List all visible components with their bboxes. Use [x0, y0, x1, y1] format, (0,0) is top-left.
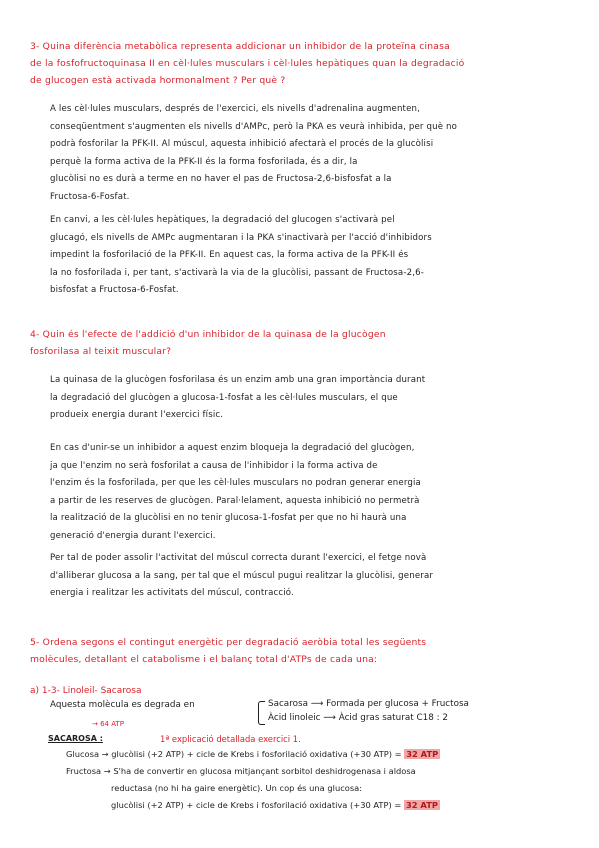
sucrose-label: SACAROSA :	[48, 734, 103, 743]
answer-line: En cas d'unir-se un inhibidor a aquest enzim bloqueja la degradació del glucògen,	[50, 443, 415, 453]
answer-line: Per tal de poder assolir l'activitat del múscul correcta durant l'exercici, el fetge novà	[50, 553, 427, 563]
answer-3-paragraph-2	[50, 212, 580, 300]
degradation-description: Aquesta molècula es degrada en	[50, 700, 195, 710]
answer-line: A les cèl·lules musculars, després de l'exercici, els nivells d'adrenalina augmenten,	[50, 104, 420, 114]
answer-line: energia i realitzar les activitats del múscul, contracció.	[50, 588, 294, 598]
answer-3-paragraph-1	[50, 101, 580, 206]
atp-total-note: → 64 ATP	[92, 720, 124, 728]
answer-line: glucòlisi no es durà a terme en no haver el pas de Fructosa-2,6-bisfosfat a la	[50, 174, 392, 184]
question-4	[30, 326, 580, 360]
question-3-line: 3- Quina diferència metabòlica representa addicionar un inhibidor de la proteïna cinasa	[30, 41, 450, 52]
glucose-calculation	[66, 749, 440, 759]
answer-line: l'enzim és la fosforilada, per que les cèl·lules musculars no podran generar energia	[50, 478, 421, 488]
answer-line: glucagó, els nivells de AMPc augmentaran i la PKA s'inactivarà per l'acció d'inhibidors	[50, 232, 432, 243]
question-3-line: de glucogen està activada hormonalment ? Per què ?	[30, 75, 286, 86]
question-5-line: molècules, detallant el catabolisme i el balanç total d'ATPs de cada una:	[30, 654, 378, 665]
question-5-line: 5- Ordena segons el contingut energètic per degradació aeròbia total les següents	[30, 637, 427, 648]
question-4-line: 4- Quin és l'efecte de l'addició d'un inhibidor de la quinasa de la glucògen	[30, 329, 386, 340]
question-3	[30, 38, 580, 89]
sucrose-reference-note: 1ª explicació detallada exercici 1.	[160, 734, 301, 744]
answer-line: d'alliberar glucosa a la sang, per tal que el múscul pugui realitzar la glucòlisi, generar	[50, 570, 434, 581]
fructose-calculation-text: glucòlisi (+2 ATP) + cicle de Krebs i fosforilació oxidativa (+30 ATP) =	[111, 800, 402, 810]
answer-line: conseqüentment s'augmenten els nivells d'AMPc, però la PKA es veurà inhibida, per què no	[50, 121, 458, 132]
answer-4-paragraph-1	[50, 372, 580, 425]
fructose-calculation-line-3	[111, 800, 440, 810]
answer-line: podrà fosforilar la PFK-II. Al múscul, aquesta inhibició afectarà el procés de la glucòlisi	[50, 139, 434, 149]
answer-4-paragraph-2	[50, 440, 580, 545]
answer-line: ja que l'enzim no serà fosforilat a causa de l'inhibidor i la forma activa de	[50, 460, 378, 471]
answer-line: La quinasa de la glucògen fosforilasa és un enzim amb una gran importància durant	[50, 375, 426, 385]
answer-line: perquè la forma activa de la PFK-II és la forma fosforilada, és a dir, la	[50, 156, 358, 167]
fructose-calculation-line-2: reductasa (no hi ha gaire energètic). Un cop és una glucosa:	[111, 783, 363, 793]
sucrose-branch: Sacarosa ⟶ Formada per glucosa + Fructosa	[268, 699, 469, 709]
answer-line: En canvi, a les cèl·lules hepàtiques, la degradació del glucogen s'activarà pel	[50, 215, 395, 225]
question-4-line: fosforilasa al teixit muscular?	[30, 346, 172, 357]
answer-line: Fructosa-6-Fosfat.	[50, 191, 130, 202]
fructose-calculation-line-1: Fructosa → S'ha de convertir en glucosa mitjançant sorbitol deshidrogenasa i aldosa	[66, 766, 416, 776]
glucose-calculation-text: Glucosa → glucòlisi (+2 ATP) + cicle de Krebs i fosforilació oxidativa (+30 ATP) =	[66, 749, 402, 759]
answer-line: a partir de les reserves de glucògen. Paral·lelament, aquesta inhibició no permetrà	[50, 495, 420, 506]
answer-line: la no fosforilada i, per tant, s'activarà la via de la glucòlisi, passant de Fructosa-2,6-	[50, 267, 424, 278]
fructose-atp-result: 32 ATP	[405, 800, 438, 810]
answer-4-paragraph-3	[50, 550, 580, 603]
answer-line: produeix energia durant l'exercici físic.	[50, 410, 224, 420]
answer-line: impedint la fosforilació de la PFK-II. En aquest cas, la forma activa de la PFK-II és	[50, 250, 409, 260]
answer-line: la realització de la glucòlisi en no tenir glucosa-1-fosfat per que no hi haurà una	[50, 513, 407, 523]
question-3-line: de la fosfofructoquinasa II en cèl·lules musculars i cèl·lules hepàtiques quan la degradació	[30, 58, 465, 69]
answer-line: bisfosfat a Fructosa-6-Fosfat.	[50, 285, 179, 295]
subquestion-5a-title: a) 1-3- Linoleil- Sacarosa	[30, 686, 142, 696]
answer-line: la degradació del glucògen a glucosa-1-fosfat a les cèl·lules musculars, el que	[50, 392, 398, 403]
linoleic-branch: Àcid linoleic ⟶ Àcid gras saturat C18 : 2	[268, 713, 448, 723]
split-brace	[258, 701, 265, 725]
answer-line: generació d'energia durant l'exercici.	[50, 530, 216, 541]
question-5	[30, 634, 580, 668]
glucose-atp-result: 32 ATP	[406, 749, 439, 759]
